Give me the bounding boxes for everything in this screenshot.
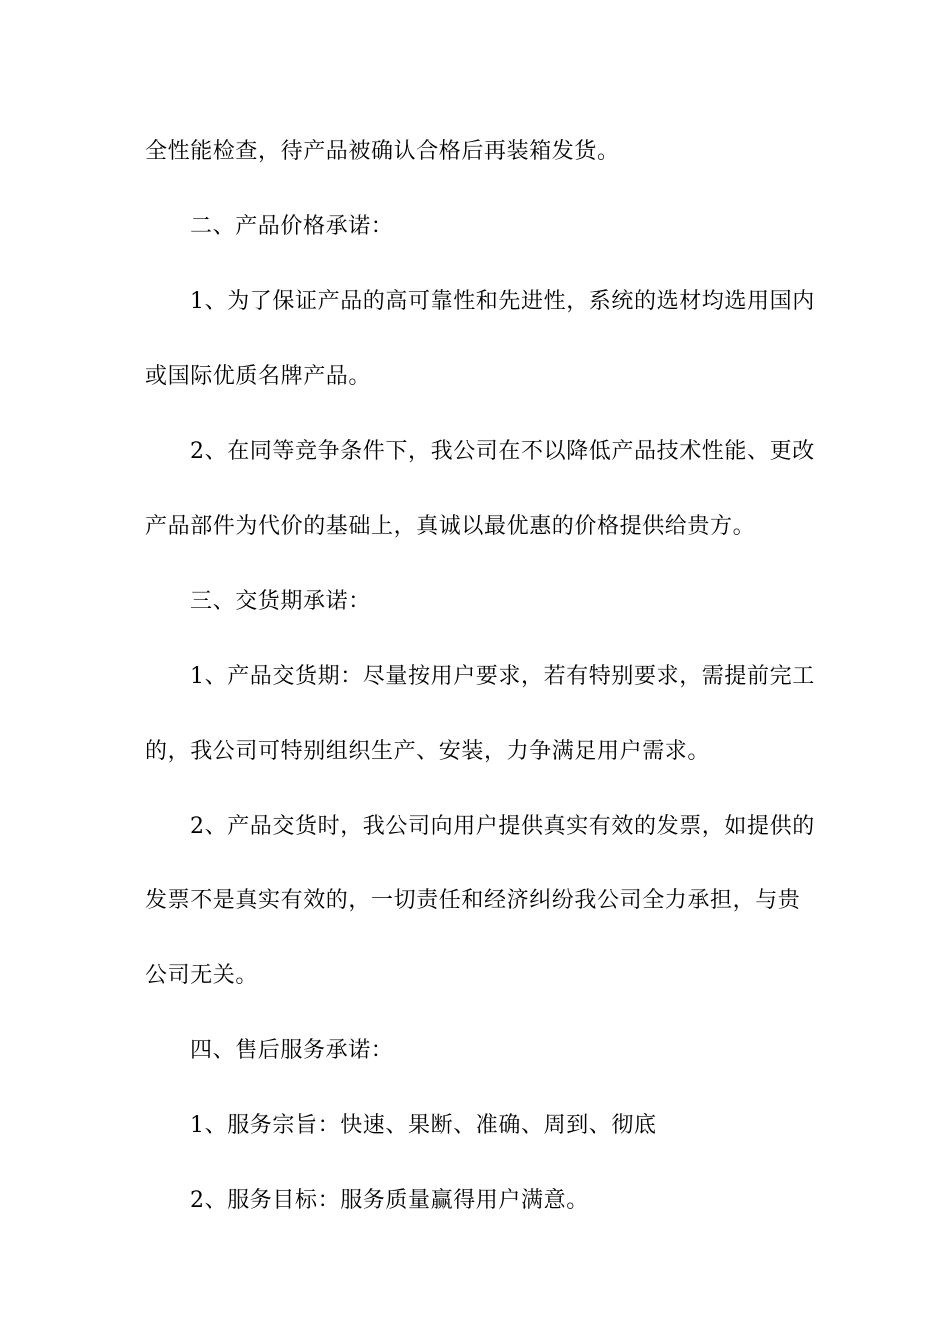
section-heading-price: 二、产品价格承诺： [190, 214, 394, 239]
section-heading-after-sales: 四、售后服务承诺： [190, 1038, 394, 1063]
paragraph-line: 的，我公司可特别组织生产、安装，力争满足用户需求。 [145, 739, 711, 764]
paragraph-line: 1、产品交货期：尽量按用户要求，若有特别要求，需提前完工 [190, 664, 815, 689]
section-heading-delivery: 三、交货期承诺： [190, 589, 371, 614]
paragraph-line: 公司无关。 [145, 963, 259, 988]
paragraph-line: 产品部件为代价的基础上，真诚以最优惠的价格提供给贵方。 [145, 514, 756, 539]
paragraph-line: 2、产品交货时，我公司向用户提供真实有效的发票，如提供的 [190, 814, 815, 839]
paragraph-line: 2、在同等竞争条件下，我公司在不以降低产品技术性能、更改 [190, 439, 815, 464]
paragraph-line: 全性能检查，待产品被确认合格后再装箱发货。 [145, 139, 620, 164]
paragraph-line: 发票不是真实有效的，一切责任和经济纠纷我公司全力承担，与贵 [145, 888, 801, 913]
paragraph-line: 2、服务目标：服务质量赢得用户满意。 [190, 1188, 589, 1213]
paragraph-line: 1、服务宗旨：快速、果断、准确、周到、彻底 [190, 1113, 657, 1138]
paragraph-line: 或国际优质名牌产品。 [145, 364, 372, 389]
paragraph-line: 1、为了保证产品的高可靠性和先进性，系统的选材均选用国内 [190, 289, 815, 314]
